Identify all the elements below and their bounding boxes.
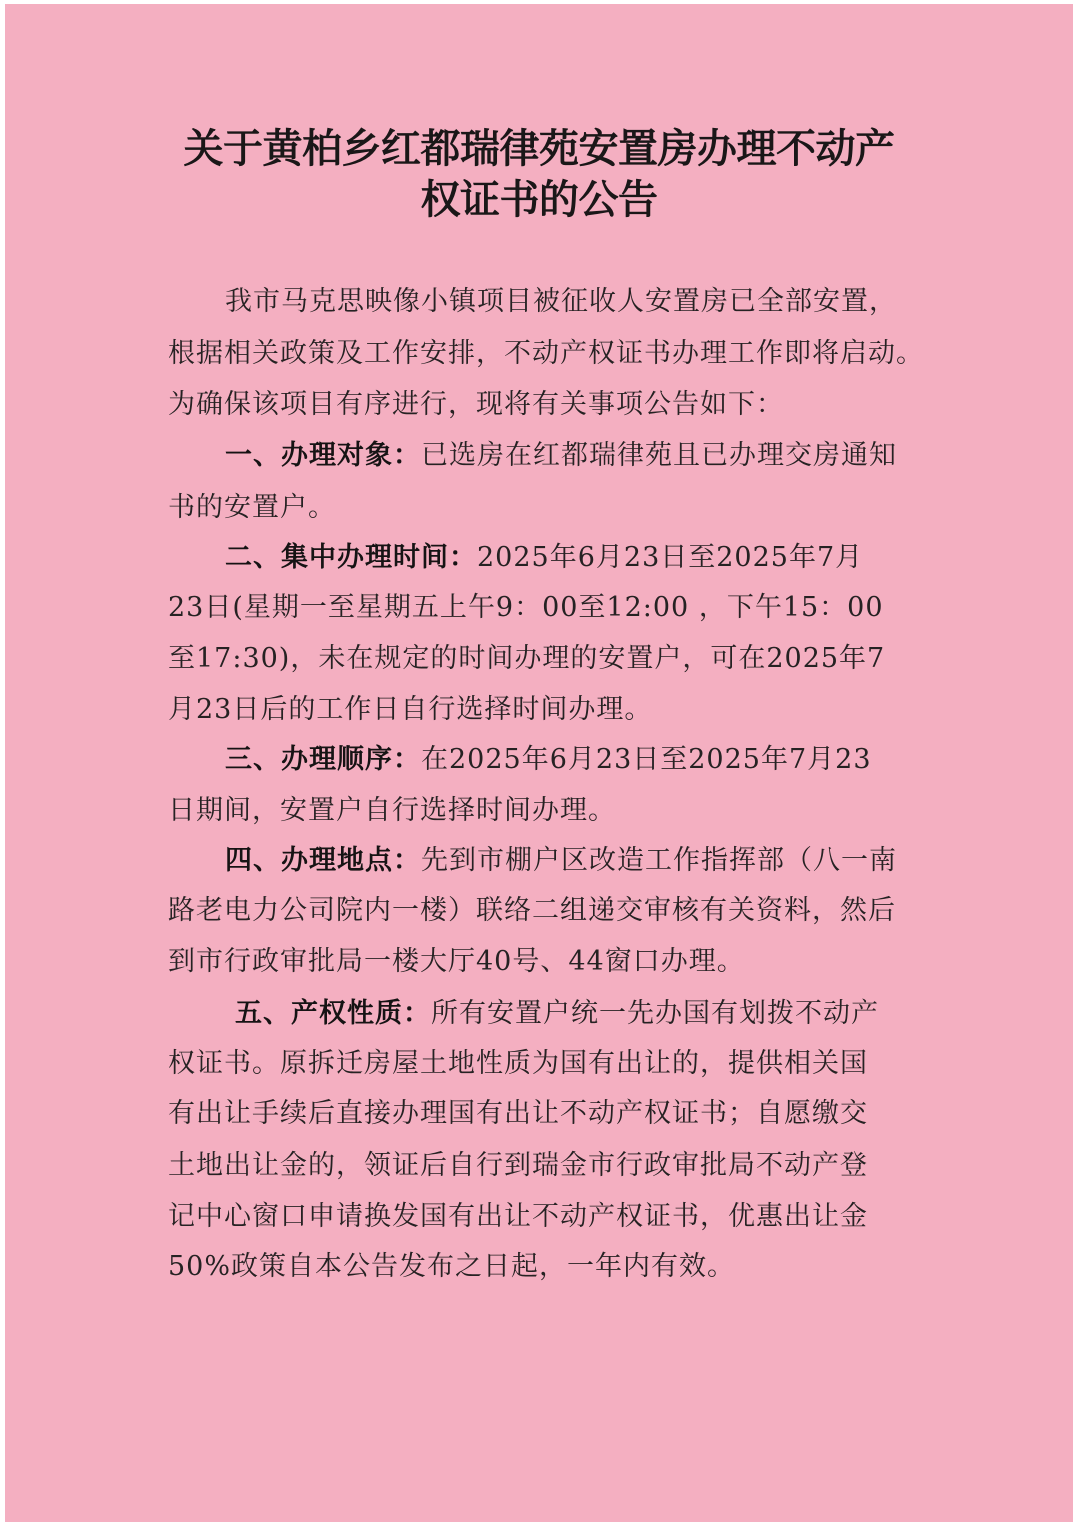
line-text: 在2025年6月23日至2025年7月23 — [421, 744, 872, 775]
paragraph-line — [235, 994, 879, 1034]
section-heading: 二、集中办理时间： — [225, 542, 477, 573]
line-text: 到市行政审批局一楼大厅40号、44窗口办理。 — [168, 946, 745, 977]
section-heading: 一、办理对象： — [225, 440, 421, 471]
paragraph-line — [225, 740, 872, 780]
notice-title-line-2: 权证书的公告 — [420, 176, 658, 223]
line-text: 为确保该项目有序进行，现将有关事项公告如下： — [168, 389, 784, 420]
line-text: 23日(星期一至星期五上午9：00至12:00 ，下午15：00 — [168, 592, 884, 623]
paragraph-line — [168, 1146, 868, 1186]
notice-title-line-1: 关于黄柏乡红都瑞律苑安置房办理不动产 — [183, 125, 895, 172]
line-text: 有出让手续后直接办理国有出让不动产权证书；自愿缴交 — [168, 1098, 868, 1129]
paragraph-line — [168, 639, 885, 679]
paragraph-line — [225, 538, 863, 578]
line-text: 根据相关政策及工作安排，不动产权证书办理工作即将启动。 — [168, 338, 924, 369]
line-text: 我市马克思映像小镇项目被征收人安置房已全部安置， — [225, 286, 897, 317]
notice-page — [5, 4, 1073, 1522]
line-text: 2025年6月23日至2025年7月 — [477, 542, 864, 573]
paragraph-line — [168, 1044, 868, 1084]
paragraph-line — [168, 334, 924, 374]
paragraph-line — [225, 841, 897, 881]
paragraph-line — [168, 891, 896, 931]
section-heading: 三、办理顺序： — [225, 744, 421, 775]
line-text: 所有安置户统一先办国有划拨不动产 — [431, 998, 879, 1029]
line-text: 日期间，安置户自行选择时间办理。 — [168, 795, 616, 826]
line-text: 路老电力公司院内一楼）联络二组递交审核有关资料，然后 — [168, 895, 896, 926]
line-text: 月23日后的工作日自行选择时间办理。 — [168, 694, 653, 725]
paragraph-line — [168, 690, 652, 730]
paragraph-line — [168, 385, 784, 425]
section-heading: 四、办理地点： — [225, 845, 421, 876]
line-text: 已选房在红都瑞律苑且已办理交房通知 — [421, 440, 897, 471]
section-heading: 五、产权性质： — [235, 998, 431, 1029]
paragraph-line — [168, 1094, 868, 1134]
paragraph-line — [168, 488, 336, 528]
line-text: 记中心窗口申请换发国有出让不动产权证书，优惠出让金 — [168, 1201, 868, 1232]
line-text: 权证书。原拆迁房屋土地性质为国有出让的，提供相关国 — [168, 1048, 868, 1079]
paragraph-line — [225, 282, 897, 322]
paragraph-line — [168, 942, 745, 982]
line-text: 土地出让金的，领证后自行到瑞金市行政审批局不动产登 — [168, 1150, 868, 1181]
paragraph-line — [168, 1247, 735, 1287]
line-text: 至17:30)，未在规定的时间办理的安置户，可在2025年7 — [168, 643, 886, 674]
line-text: 50%政策自本公告发布之日起，一年内有效。 — [168, 1251, 736, 1282]
line-text: 书的安置户。 — [168, 492, 336, 523]
paragraph-line — [168, 588, 884, 628]
paragraph-line — [225, 436, 897, 476]
paragraph-line — [168, 791, 616, 831]
paragraph-line — [168, 1197, 868, 1237]
line-text: 先到市棚户区改造工作指挥部（八一南 — [421, 845, 897, 876]
